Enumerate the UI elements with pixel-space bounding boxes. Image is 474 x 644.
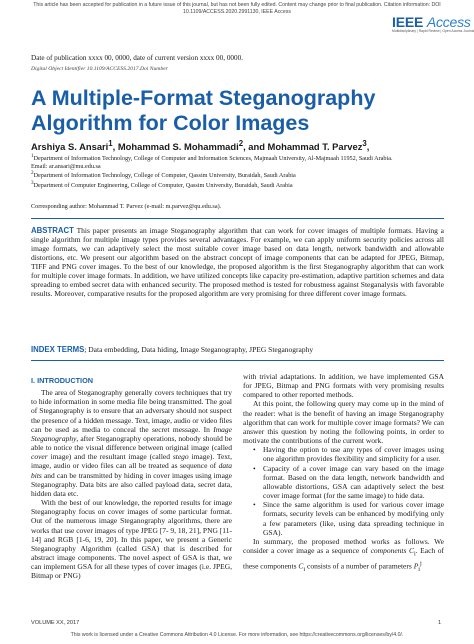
benefit-item-1: • Having the option to use any types of cover images using one algorithm provides flexibility and simplicity for a user. xyxy=(243,445,444,463)
author-2-sup: 2 xyxy=(238,139,244,148)
intro-p5-em2: C xyxy=(298,561,304,571)
intro-p5-a: In summary, the proposed method works as follows. We consider a cover image as a sequence of xyxy=(243,536,444,555)
footer-page-number: 1 xyxy=(438,620,442,626)
intro-paragraph-5 xyxy=(243,537,444,574)
author-list xyxy=(31,139,369,152)
author-2: , Mohammad S. Mohammadi xyxy=(112,141,239,153)
intro-p5-c: consists of a number of parameters xyxy=(305,561,414,571)
acceptance-notice-line1: This article has been accepted for publication in a future issue of this journal, but has not been fully edited. Content may change prior to final publication. Citation information: DOI xyxy=(33,2,441,8)
affiliation-email xyxy=(31,163,393,171)
index-terms-label: INDEX TERMS xyxy=(31,345,85,354)
affiliation-1 xyxy=(31,153,393,163)
doi-line: Digital Object Identifier 10.1109/ACCESS.2017.Doi Number xyxy=(31,66,168,72)
affiliation-1-text: Department of Information Technology, College of Computer and Information Sciences, Majmaah University, Al-Majmaah 11952, Saudi Arabia. xyxy=(33,155,393,163)
affiliation-2-sup: 2 xyxy=(31,170,34,177)
author-1: Arshiya S. Ansari xyxy=(31,141,109,153)
intro-paragraph-3: with trivial adaptations. In addition, we have implemented GSA for JPEG, Bitmap and PNG formats with very promising results compared to other reported methods. xyxy=(243,372,444,400)
intro-p1-em3: stego xyxy=(172,452,189,462)
author-3-sup: 3 xyxy=(362,139,367,148)
logo-wordmark xyxy=(392,14,471,30)
index-terms-text: ; Data embedding, Data hiding, Image Steganography, JPEG Steganography xyxy=(84,345,314,354)
abstract-top-rule xyxy=(31,218,444,219)
affiliation-3-sup: 3 xyxy=(31,179,34,186)
index-terms-rule xyxy=(31,360,444,361)
footer-volume: VOLUME XX, 2017 xyxy=(31,620,80,626)
logo-product: Access xyxy=(426,14,471,30)
intro-p5-em3: P xyxy=(413,561,419,571)
intro-paragraph-1 xyxy=(31,388,232,498)
intro-paragraph-4: At this point, the following query may come up in the mind of the reader: what is the benefit of having an image Steganography algorithm that can work for multiple cover image formats? We can answer this question by noting the following points, in order to motivate the contributions of the current work. xyxy=(243,399,444,446)
affiliations xyxy=(31,153,393,190)
intro-p1-a: The area of Steganography generally covers techniques that try to hide information in some media file being transmitted. The goal of Steganography is to ensure that an adversary should not suspect the presence of a hidden message. Text, image, audio or video files can be used as media to conceal the secret message. In xyxy=(31,388,232,434)
intro-p5-sub1: i xyxy=(413,550,416,558)
affiliation-email-text: Email: ar.ansari@mu.edu.sa xyxy=(31,162,101,170)
author-tail: , xyxy=(366,141,370,153)
affiliation-2-text: Department of Information Technology, College of Computer, Qassim University, Buraidah, Saudi Arabia xyxy=(33,172,296,180)
affiliation-2 xyxy=(31,170,393,180)
intro-p1-em4: data bits xyxy=(31,461,232,480)
right-column xyxy=(243,372,444,574)
intro-p1-b: , after Steganography operations, nobody should be able to notice the visual difference between original image (called xyxy=(31,433,232,453)
paper-title: A Multiple-Format Steganography Algorithm for Color Images xyxy=(31,86,376,135)
author-3: , and Mohammad T. Parvez xyxy=(243,141,363,153)
benefits-list xyxy=(243,445,444,537)
intro-p1-c: image) and the resultant image (called xyxy=(47,452,173,462)
benefit-item-3: • Since the same algorithm is used for various cover image formats, security levels can be enhanced by modifying only a few parameters (like, using data spreading technique in GSA). xyxy=(243,500,444,537)
intro-p5-sub2: i xyxy=(303,565,306,573)
publication-dates: Date of publication xxxx 00, 0000, date of current version xxxx 00, 0000. xyxy=(31,54,243,62)
section-heading-introduction: I. INTRODUCTION xyxy=(31,376,94,385)
abstract xyxy=(31,226,444,298)
intro-p1-em1: Image Steganography xyxy=(31,424,232,443)
intro-p5-sup3: j xyxy=(420,559,422,567)
intro-paragraph-2: With the best of our knowledge, the reported results for image Steganography focus on cover images of some particular format. Out of the numerous image Steganography algorithms, there are works that use cover images of type JPEG [7- 9, 18, 21], PNG [11-14] and RGB [1-6, 19, 20]. In this paper, we present a Generic Steganography Algorithm (called GSA) that is described for abstract image components. The novel aspect of GSA is that, we can implement GSA for all these types of cover images (i.e. JPEG, Bitmap or PNG) xyxy=(31,498,232,581)
acceptance-notice-line2: 10.1109/ACCESS.2020.2991130, IEEE Access xyxy=(183,9,291,15)
benefit-item-2: • Capacity of a cover image can vary based on the image format. Based on the data length, network bandwidth and allowable distortions, GSA can adaptively select the best cover image format (for the same image) to hide data. xyxy=(243,464,444,501)
left-column xyxy=(31,372,232,580)
logo-brand: IEEE xyxy=(392,14,424,30)
intro-p1-em2: cover xyxy=(31,452,48,462)
affiliation-3-text: Department of Computer Engineering, College of Computer, Qassim University, Buraidah, Saudi Arabia xyxy=(33,181,293,189)
corresponding-author: Corresponding author: Mohammad T. Parvez (e-mail: m.parvez@qu.edu.sa). xyxy=(31,203,222,210)
abstract-label: ABSTRACT xyxy=(31,226,74,235)
ieee-access-logo xyxy=(392,14,474,36)
affiliation-1-sup: 1 xyxy=(31,153,34,159)
intro-p1-d: image). Text, image, audio or video files can all be treated as sequence of xyxy=(31,452,232,471)
intro-p5-em1: components C xyxy=(370,545,414,555)
intro-p5-sub3: i xyxy=(418,565,421,573)
affiliation-3 xyxy=(31,180,393,190)
footer-license: This work is licensed under a Creative Commons Attribution 4.0 License. For more information, see https://creativecommons.org/licenses/by/4.0/. xyxy=(70,632,404,638)
intro-p1-e: and can be transmitted by hiding in cover images using image Steganography. Data bits are also called payload data, secret data, hidden data etc. xyxy=(31,470,232,498)
abstract-text: This paper presents an image Steganography algorithm that can work for cover images of multiple formats. Having a single algorithm for multiple image types provides several advantages. For example, we can apply uniform security policies across all image formats, we can adaptively select the most suitable cover image based on data length, network bandwidth and allowable distortions, etc. We present our algorithm based on the abstract concept of image components that can be adapted for JPEG, Bitmap, TIFF and PNG cover images. To the best of our knowledge, the proposed algorithm is the first Steganography algorithm that can work for multiple cover image formats. In addition, we have utilized concepts like capacity pre-estimation, adaptive partition schemes and data spreading to embed secret data with enhanced security. The proposed method is tested for robustness against Steganalysis with favorable results. Moreover, comparative results for the proposed algorithm are very promising for three different cover image formats. xyxy=(31,226,444,299)
index-terms xyxy=(31,345,444,354)
author-1-sup: 1 xyxy=(108,139,113,148)
logo-tagline: Multidisciplinary | Rapid Review | Open Access Journal xyxy=(392,29,474,33)
intro-p5-b: . Each of these components xyxy=(243,545,444,571)
